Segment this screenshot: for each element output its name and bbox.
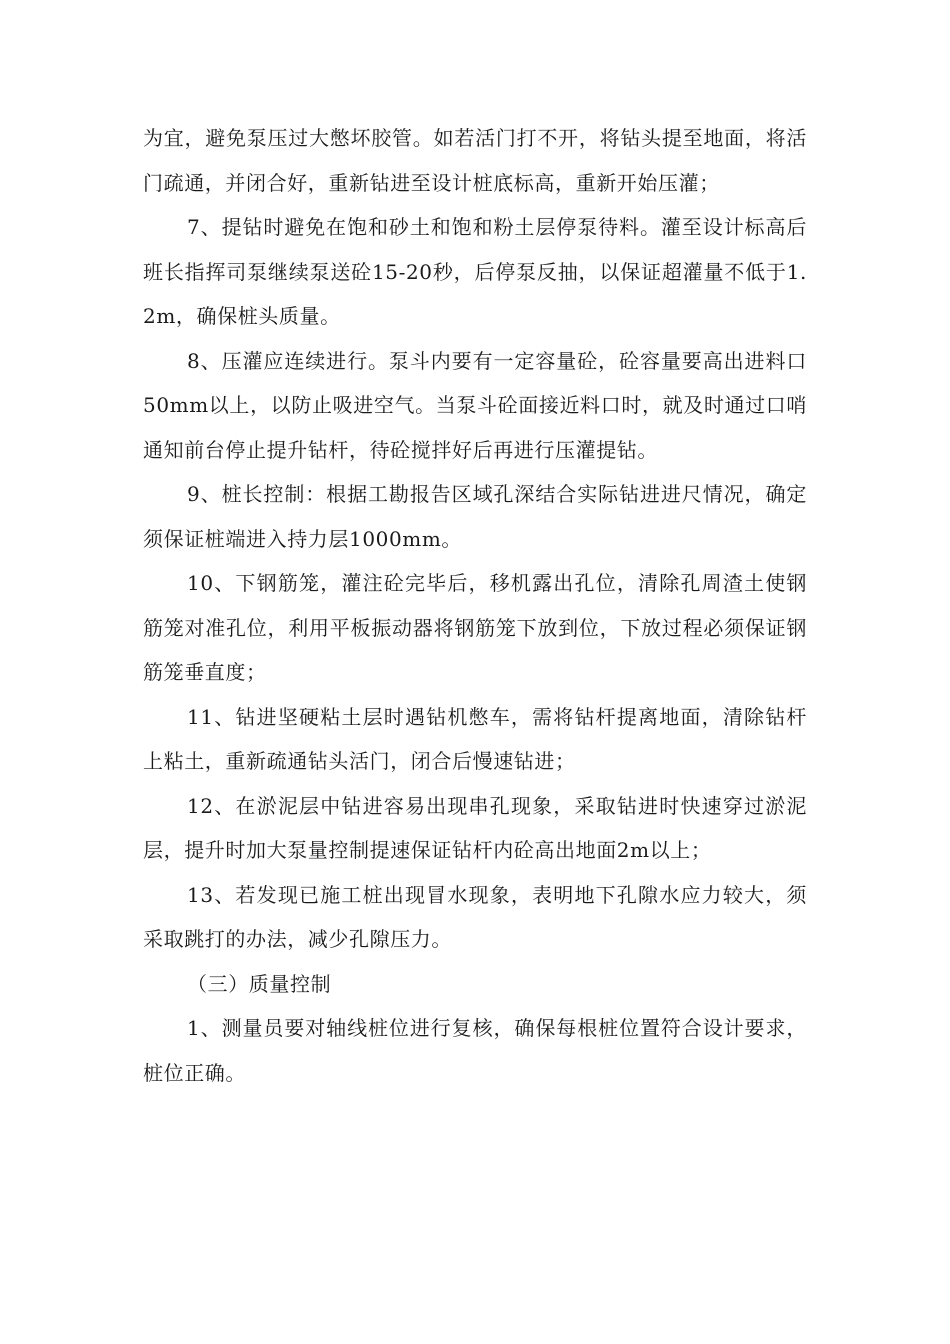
paragraph-continuation: 为宜，避免泵压过大憋坏胶管。如若活门打不开，将钻头提至地面，将活门疏通，并闭合好，重新钻进至设计桩底标高，重新开始压灌； xyxy=(143,126,807,195)
document-body xyxy=(143,116,807,1095)
paragraph-item-13: 13、若发现已施工桩出现冒水现象，表明地下孔隙水应力较大，须采取跳打的办法，减少孔隙压力。 xyxy=(143,882,807,951)
paragraph-item-9: 9、桩长控制：根据工勘报告区域孔深结合实际钻进进尺情况，确定须保证桩端进入持力层1000mm。 xyxy=(143,482,807,551)
paragraph-item-8: 8、压灌应连续进行。泵斗内要有一定容量砼，砼容量要高出进料口50mm以上，以防止吸进空气。当泵斗砼面接近料口时，就及时通过口哨通知前台停止提升钻杆，待砼搅拌好后再进行压灌提钻。 xyxy=(143,348,807,462)
paragraph-item-10: 10、下钢筋笼，灌注砼完毕后，移机露出孔位，清除孔周渣土使钢筋笼对准孔位，利用平板振动器将钢筋笼下放到位，下放过程必须保证钢筋笼垂直度； xyxy=(143,571,807,684)
paragraph-item-11: 11、钻进坚硬粘土层时遇钻机憋车，需将钻杆提离地面，清除钻杆上粘土，重新疏通钻头活门，闭合后慢速钻进； xyxy=(143,704,807,773)
paragraph-quality-item-1: 1、测量员要对轴线桩位进行复核，确保每根桩位置符合设计要求，桩位正确。 xyxy=(143,1016,807,1085)
paragraph-item-7: 7、提钻时避免在饱和砂土和饱和粉土层停泵待料。灌至设计标高后班长指挥司泵继续泵送砼15-20秒，后停泵反抽，以保证超灌量不低于1.2m，确保桩头质量。 xyxy=(143,215,807,328)
paragraph-item-12: 12、在淤泥层中钻进容易出现串孔现象，采取钻进时快速穿过淤泥层，提升时加大泵量控制提速保证钻杆内砼高出地面2m以上； xyxy=(143,793,807,862)
section-heading-quality-control: （三）质量控制 xyxy=(187,971,332,996)
